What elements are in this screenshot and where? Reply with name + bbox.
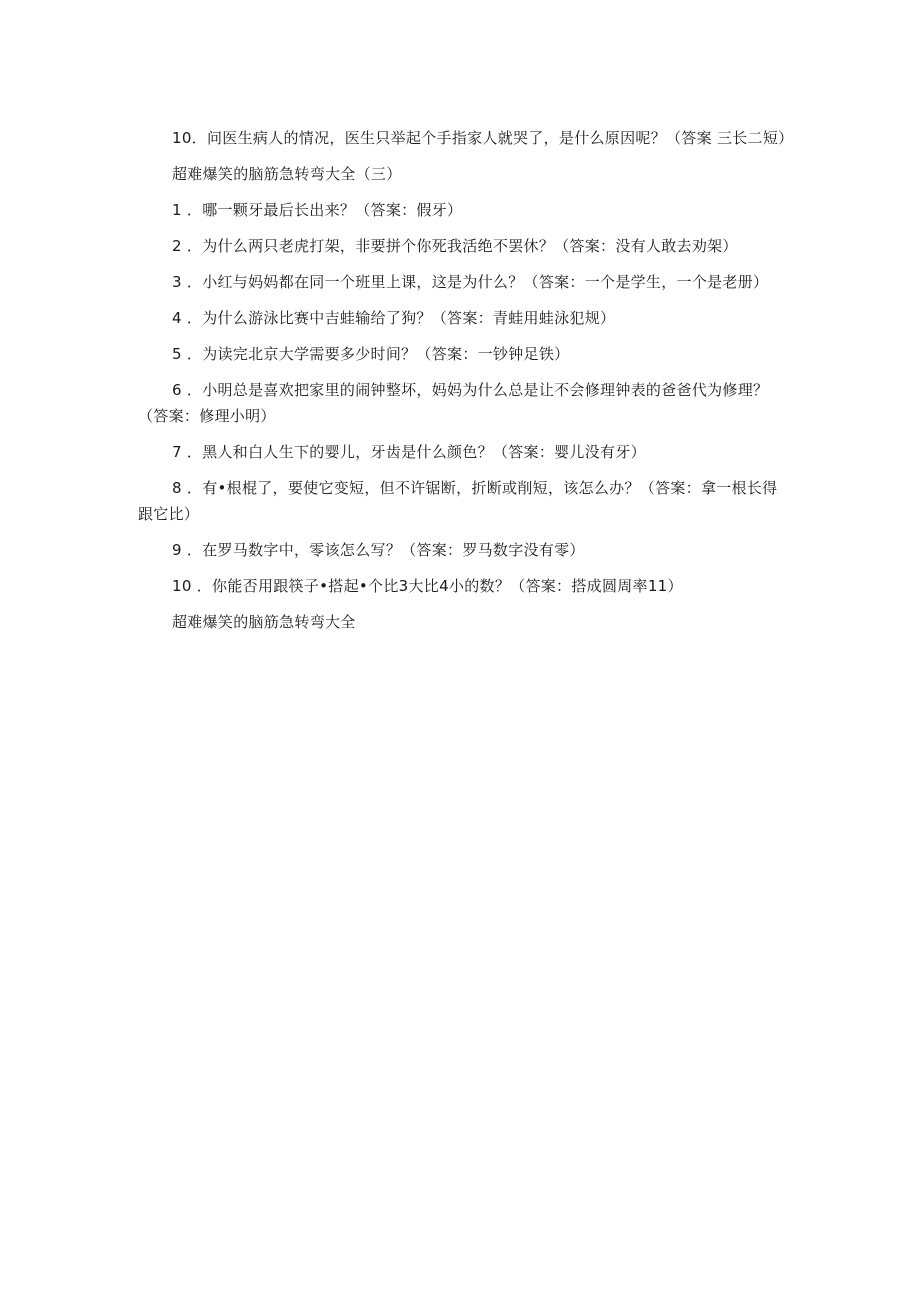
section-title-three: 超难爆笑的脑筋急转弯大全（三） [172, 165, 402, 183]
document-content [138, 125, 794, 645]
riddle-item-top: 10．问医生病人的情况，医生只举起个手指家人就哭了，是什么原因呢？（答案 三长二短） [172, 129, 794, 147]
riddle-item-8: 8 ．有•根棍了，要使它变短，但不许锯断，折断或削短，该怎么办？（答案：拿一根长得跟它比） [138, 479, 778, 523]
riddle-item-9: 9 ．在罗马数字中，零该怎么写？（答案：罗马数字没有零） [172, 541, 585, 559]
riddle-item-5: 5 ．为读完北京大学需要多少时间？（答案：一钞钟足铁） [172, 345, 570, 363]
riddle-item-10: 10 ．你能否用跟筷子•搭起•个比3大比4小的数？（答案：搭成圆周率11） [172, 577, 683, 595]
riddle-item-3: 3 ．小红与妈妈都在同一个班里上课，这是为什么？（答案：一个是学生，一个是老册） [172, 273, 769, 291]
riddle-item-2: 2 ．为什么两只老虎打架，非要拼个你死我活绝不罢休？（答案：没有人敢去劝架） [172, 237, 738, 255]
riddle-item-6: 6 ．小明总是喜欢把家里的闹钟整坏，妈妈为什么总是让不会修理钟表的爸爸代为修理？（答案：修理小明） [138, 381, 769, 425]
section-title-next: 超难爆笑的脑筋急转弯大全 [172, 613, 356, 631]
riddle-item-4: 4 ．为什么游泳比赛中吉蛙输给了狗？（答案：青蛙用蛙泳犯规） [172, 309, 616, 327]
riddle-item-1: 1 ．哪一颗牙最后长出来？（答案：假牙） [172, 201, 463, 219]
riddle-item-7: 7 ．黑人和白人生下的婴儿，牙齿是什么颜色？（答案：婴儿没有牙） [172, 443, 646, 461]
